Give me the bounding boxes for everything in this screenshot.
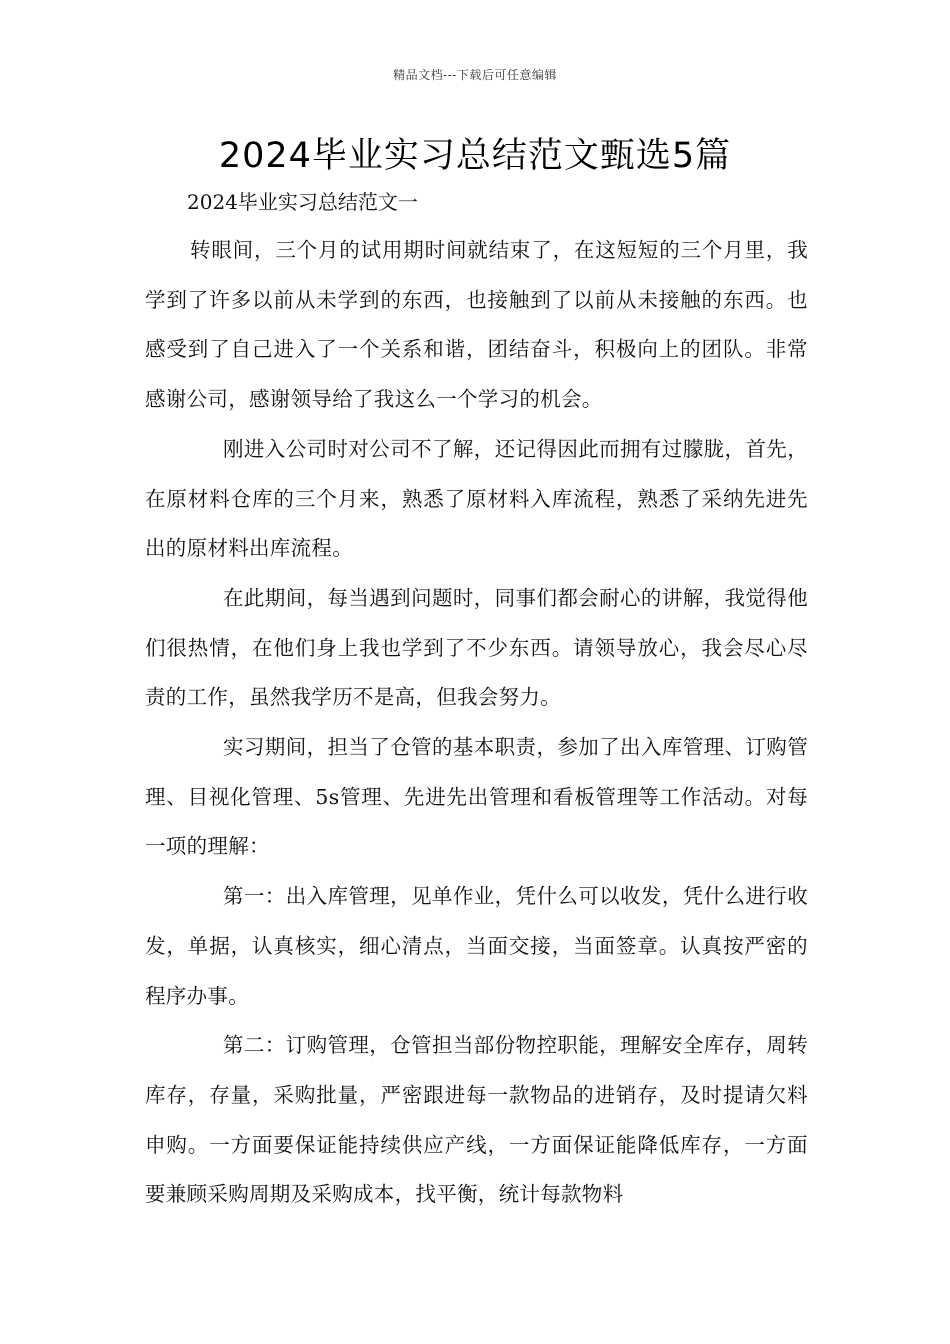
paragraph: 转眼间，三个月的试用期时间就结束了，在这短短的三个月里，我学到了许多以前从未学到的东西，也接触到了以前从未接触的东西。也感受到了自己进入了一个关系和谐，团结奋斗，积极向上的团队。非常感谢公司，感谢领导给了我这么一个学习的机会。 (145, 238, 808, 412)
paragraph: 第二：订购管理，仓管担当部份物控职能，理解安全库存，周转库存，存量，采购批量，严密跟进每一款物品的进销存，及时提请欠料申购。一方面要保证能持续供应产线，一方面保证能降低库存，一方面要兼顾采购周期及采购成本，找平衡，统计每款物料 (145, 1033, 808, 1207)
document-title: 2024毕业实习总结范文甄选5篇 (218, 136, 732, 176)
header-note: 精品文档---下载后可任意编辑 (393, 68, 557, 82)
paragraph: 实习期间，担当了仓管的基本职责，参加了出入库管理、订购管理、目视化管理、5s管理、先进先出管理和看板管理等工作活动。对每一项的理解： (145, 735, 808, 859)
section-subtitle: 2024毕业实习总结范文一 (187, 190, 418, 214)
paragraph: 刚进入公司时对公司不了解，还记得因此而拥有过朦胧，首先，在原材料仓库的三个月来，熟悉了原材料入库流程，熟悉了采纳先进先出的原材料出库流程。 (145, 436, 808, 561)
paragraph: 在此期间，每当遇到问题时，同事们都会耐心的讲解，我觉得他们很热情，在他们身上我也学到了不少东西。请领导放心，我会尽心尽责的工作，虽然我学历不是高，但我会努力。 (145, 585, 808, 710)
document-body (145, 226, 808, 1220)
paragraph: 第一：出入库管理，见单作业，凭什么可以收发，凭什么进行收发，单据，认真核实，细心清点，当面交接，当面签章。认真按严密的程序办事。 (145, 884, 808, 1008)
